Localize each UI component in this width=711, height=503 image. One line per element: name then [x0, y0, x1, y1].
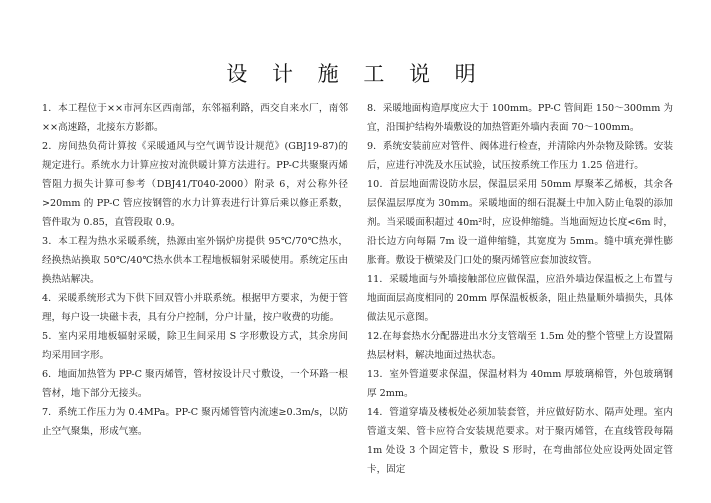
- right-column: [367, 99, 673, 479]
- paragraph-5: 5．室内采用地板辐射采暖，除卫生间采用 S 字形敷设方式，其余房间均采用回字形。: [42, 331, 348, 361]
- paragraph-8: 8．采暖地面构造厚度应大于 100mm。PP-C 管间距 150～300mm 为宜，沿围护结构外墙敷设的加热管距外墙内表面 70～100mm。: [367, 103, 673, 133]
- paragraph-6: 6．地面加热管为 PP-C 聚丙烯管，管材按设计尺寸敷设，一个环路一根管材，地下部分无接头。: [42, 369, 348, 399]
- document-title: 设 计 施 工 说 明: [226, 62, 485, 86]
- paragraph-2: 2．房间热负荷计算按《采暖通风与空气调节设计规范》(GBJ19-87)的规定进行。系统水力计算应按对流供暖计算方法进行。PP-C共聚聚丙烯管阻力损失计算可参考（DBJ41/T040-2000）附录 6，对公称外径>20mm 的 PP-C 管应按钢管的水力计算表进行计算后乘以修正系数，管件取为 0.85，直管段取 0.9。: [42, 141, 348, 228]
- paragraph-12: 12.在每套热水分配器进出水分支管端至 1.5m 处的整个管壁上方设置隔热层材料，解决地面过热状态。: [367, 331, 673, 361]
- paragraph-1: 1．本工程位于××市河东区西南部，东邻福利路，西交自来水厂，南邻××高速路，北接东方影都。: [42, 103, 348, 133]
- paragraph-7: 7．系统工作压力为 0.4MPa。PP-C 聚丙烯管管内流速≥0.3m/s，以防止空气聚集，形成气塞。: [42, 407, 348, 437]
- left-column: [42, 99, 348, 441]
- paragraph-4: 4．采暖系统形式为下供下回双管小并联系统。根据甲方要求，为便于管理，每户设一块磁卡表，具有分户控制，分户计量，按户收费的功能。: [42, 293, 348, 323]
- paragraph-3: 3．本工程为热水采暖系统，热源由室外锅炉房提供 95℃/70℃热水，经换热站换取 50℃/40℃热水供本工程地板辐射采暖使用。系统定压由换热站解决。: [42, 236, 348, 285]
- paragraph-11: 11．采暖地面与外墙接触部位应做保温，应沿外墙边保温板之上布置与地面面层高度相同的 20mm 厚保温板板条，阻止热量顺外墙损失，具体做法见示意图。: [367, 274, 673, 323]
- paragraph-9: 9．系统安装前应对管件、阀体进行检查，并清除内外杂物及除锈。安装后，应进行冲洗及水压试验，试压按系统工作压力 1.25 倍进行。: [367, 141, 673, 171]
- paragraph-10: 10．首层地面需设防水层，保温层采用 50mm 厚聚苯乙烯板，其余各层保温层厚度为 30mm。采暖地面的细石混凝土中加入防止龟裂的添加剂。当采暖面积超过 40m²时，应设伸缩缝。当地面短边长度<6m 时，沿长边方向每隔 7m 设一道伸缩缝，其宽度为 5mm。缝中填充弹性膨胀膏。敷设于横梁及门口处的聚丙烯管应套加波纹管。: [367, 179, 673, 266]
- paragraph-14: 14．管道穿墙及楼板处必须加装套管，并应做好防水、隔声处理。室内管道支架、管卡应符合安装规范要求。对于聚丙烯管，在直线管段每隔 1m 处设 3 个固定管卡，敷设 S 形时，在弯曲部位处应设两处固定管卡，固定: [367, 407, 673, 475]
- paragraph-13: 13．室外管道要求保温，保温材料为 40mm 厚玻璃棉管，外包玻璃钢厚 2mm。: [367, 369, 673, 399]
